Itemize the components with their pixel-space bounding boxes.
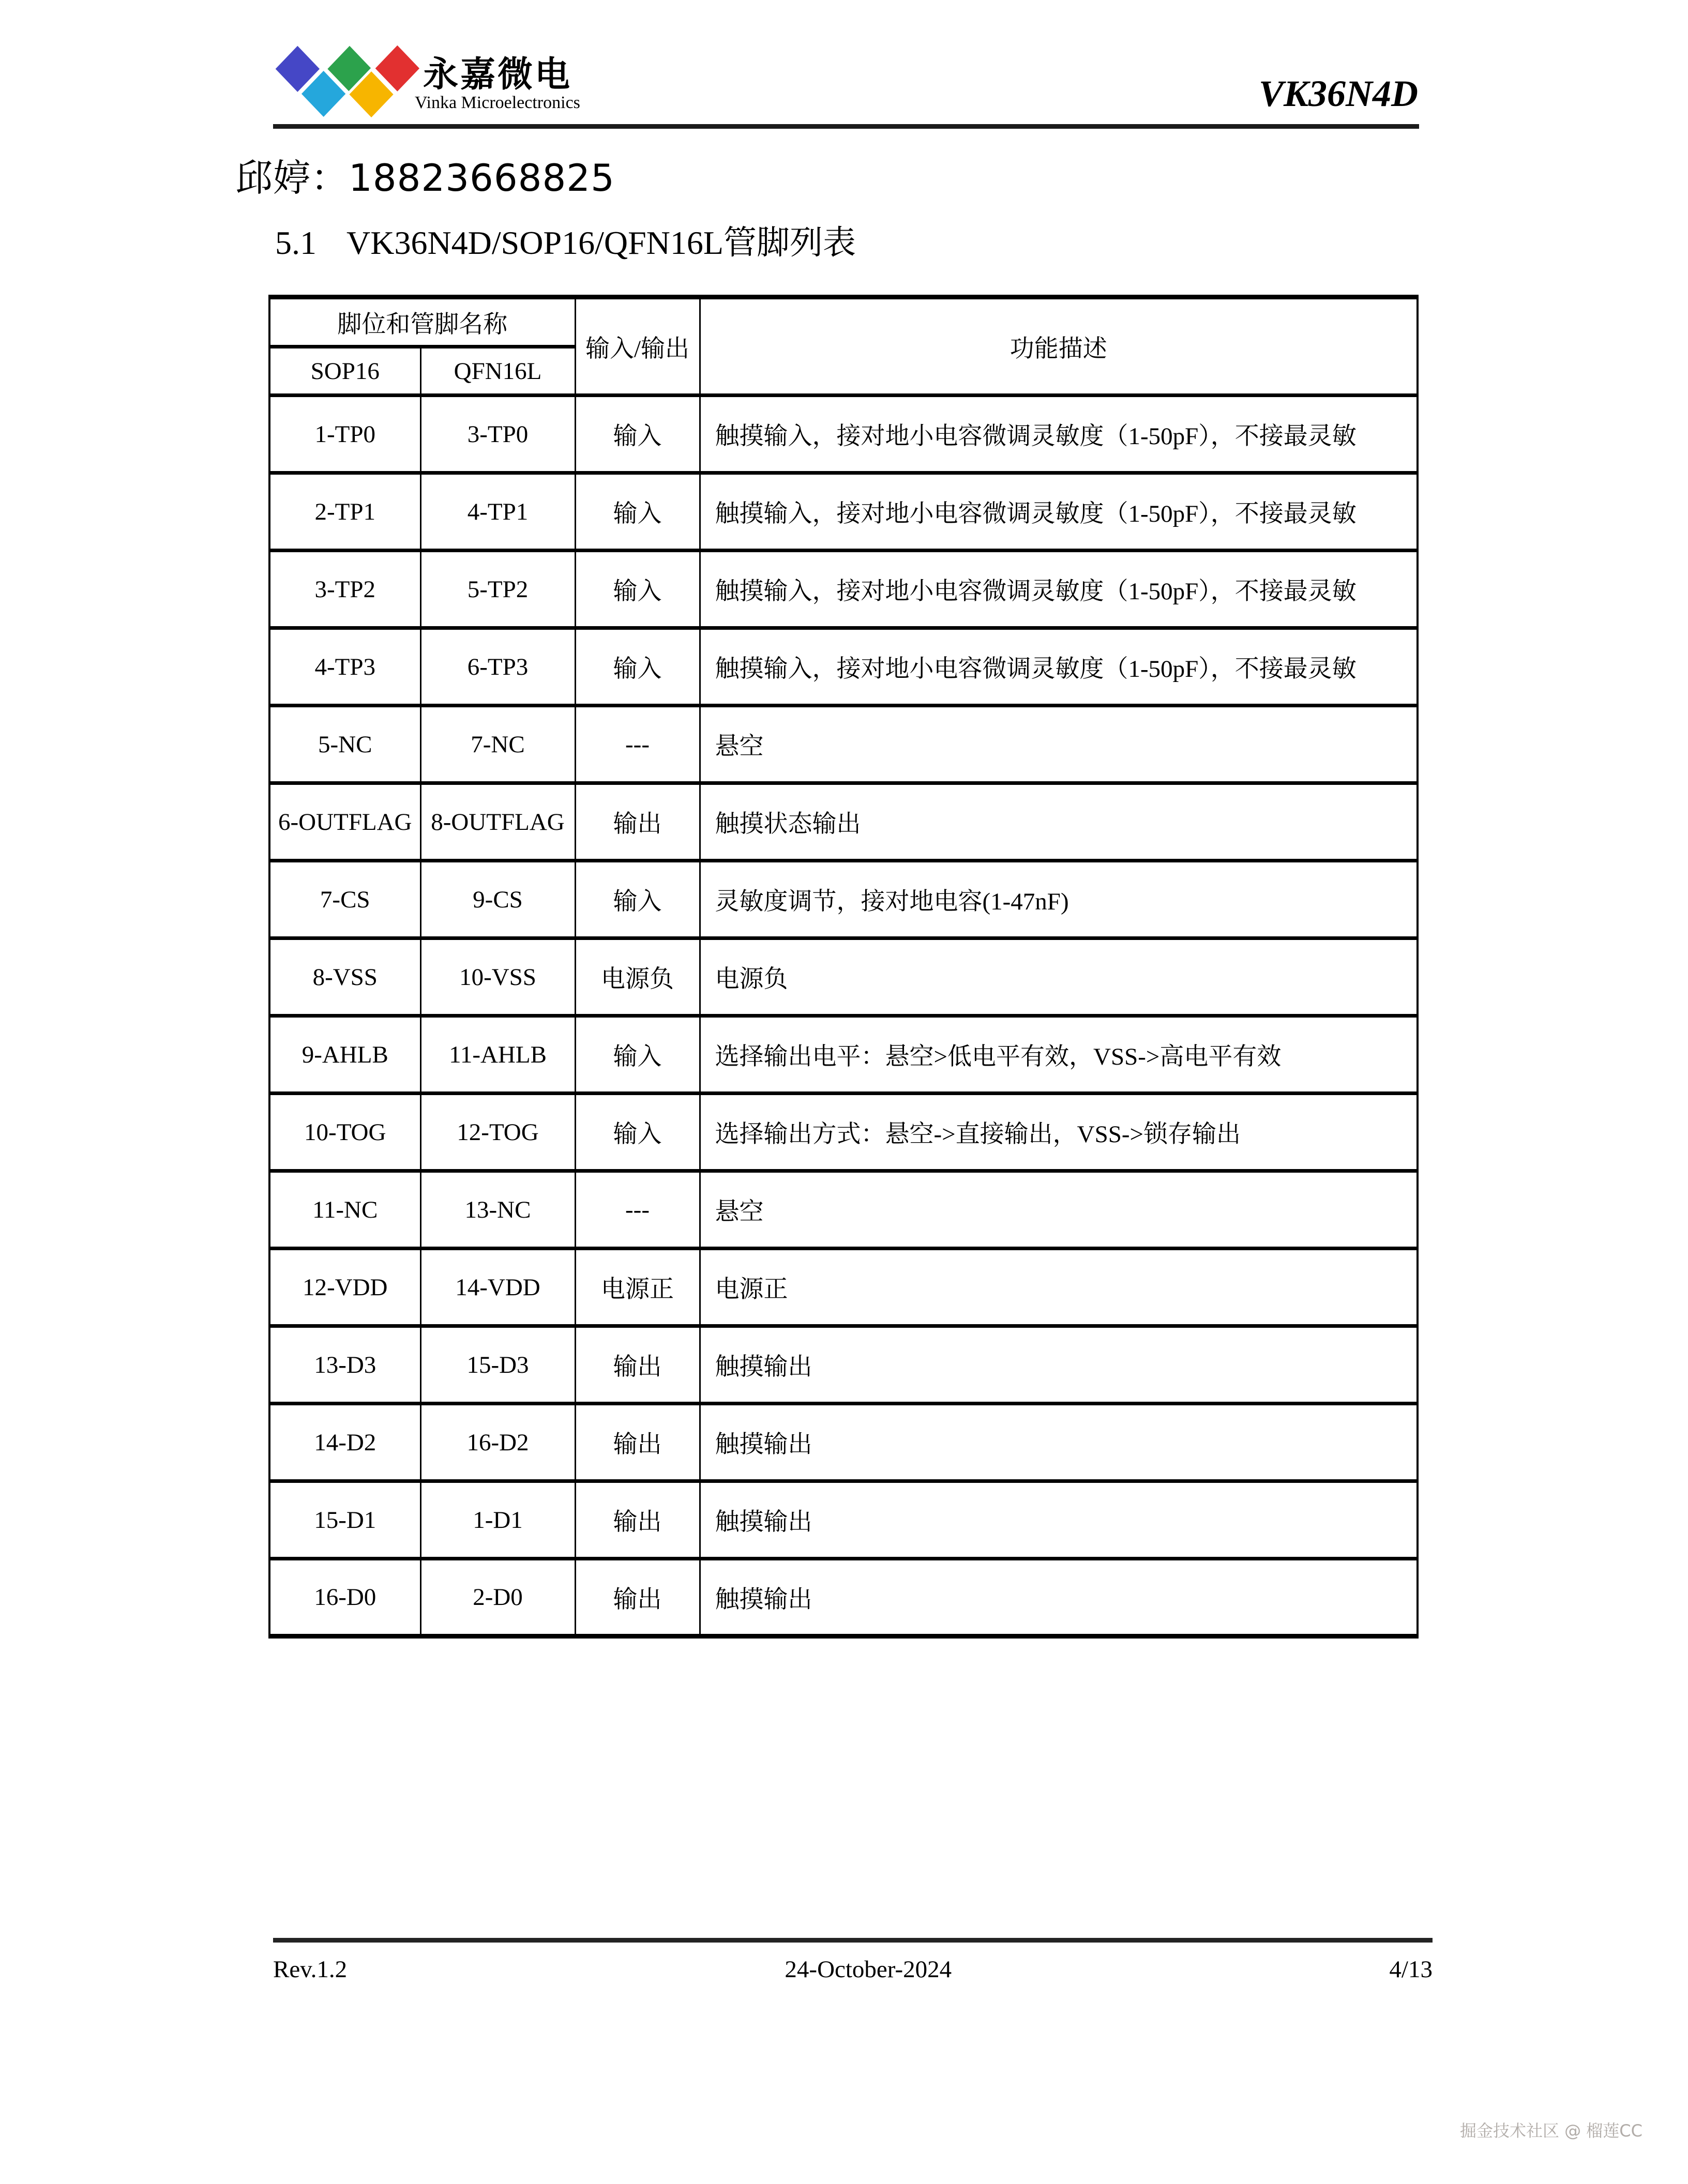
sop16-cell: 1-TP0 <box>269 396 420 473</box>
io-cell: 输入 <box>575 1094 700 1171</box>
pin-group-header: 脚位和管脚名称 <box>269 297 575 347</box>
pin-row-16 <box>269 1559 1418 1636</box>
desc-cell: 触摸输入，接对地小电容微调灵敏度（1-50pF），不接最灵敏 <box>700 551 1418 628</box>
sop16-cell: 4-TP3 <box>269 628 420 706</box>
io-cell: 输出 <box>575 1404 700 1481</box>
doc-title: VK36N4D <box>1258 73 1418 114</box>
desc-cell: 触摸输出 <box>700 1404 1418 1481</box>
sop16-cell: 2-TP1 <box>269 473 420 551</box>
pin-row-6 <box>269 783 1418 861</box>
pin-row-5 <box>269 706 1418 783</box>
desc-cell: 触摸输入，接对地小电容微调灵敏度（1-50pF），不接最灵敏 <box>700 473 1418 551</box>
sop16-cell: 13-D3 <box>269 1326 420 1404</box>
sop16-cell: 14-D2 <box>269 1404 420 1481</box>
pin-row-8 <box>269 938 1418 1016</box>
desc-cell: 触摸输出 <box>700 1481 1418 1559</box>
desc-header: 功能描述 <box>700 297 1418 396</box>
sop16-cell: 8-VSS <box>269 938 420 1016</box>
qfn16l-cell: 14-VDD <box>420 1249 575 1326</box>
pin-row-10 <box>269 1094 1418 1171</box>
desc-cell: 悬空 <box>700 706 1418 783</box>
io-cell: 输出 <box>575 1481 700 1559</box>
io-cell: 输入 <box>575 861 700 938</box>
footer-rule <box>273 1938 1433 1943</box>
pin-row-7 <box>269 861 1418 938</box>
desc-cell: 选择输出方式：悬空->直接输出，VSS->锁存输出 <box>700 1094 1418 1171</box>
io-cell: --- <box>575 706 700 783</box>
pin-row-12 <box>269 1249 1418 1326</box>
watermark: 掘金技术社区 @ 榴莲CC <box>1459 2121 1642 2141</box>
footer-revision: Rev.1.2 <box>273 1956 348 1983</box>
company-name-cn: 永嘉微电 <box>423 54 572 95</box>
qfn16l-cell: 13-NC <box>420 1171 575 1249</box>
sop16-header: SOP16 <box>269 347 420 396</box>
pin-row-3 <box>269 551 1418 628</box>
io-cell: 电源负 <box>575 938 700 1016</box>
header-rule <box>273 124 1419 129</box>
footer-page-number: 4/13 <box>1389 1956 1433 1983</box>
table-header-row-1 <box>269 297 1418 347</box>
qfn16l-cell: 4-TP1 <box>420 473 575 551</box>
qfn16l-cell: 2-D0 <box>420 1559 575 1636</box>
section-heading <box>275 216 856 264</box>
pin-row-9 <box>269 1016 1418 1094</box>
qfn16l-cell: 11-AHLB <box>420 1016 575 1094</box>
company-logo <box>273 43 428 123</box>
desc-cell: 触摸输出 <box>700 1559 1418 1636</box>
sop16-cell: 12-VDD <box>269 1249 420 1326</box>
qfn16l-cell: 7-NC <box>420 706 575 783</box>
desc-cell: 触摸输出 <box>700 1326 1418 1404</box>
desc-cell: 电源正 <box>700 1249 1418 1326</box>
desc-cell: 电源负 <box>700 938 1418 1016</box>
qfn16l-cell: 5-TP2 <box>420 551 575 628</box>
sop16-cell: 5-NC <box>269 706 420 783</box>
footer-date: 24-October-2024 <box>785 1956 952 1983</box>
io-cell: 输入 <box>575 628 700 706</box>
io-header: 输入/输出 <box>575 297 700 396</box>
company-name-en: Vinka Microelectronics <box>415 93 580 112</box>
sop16-cell: 15-D1 <box>269 1481 420 1559</box>
pin-row-13 <box>269 1326 1418 1404</box>
io-cell: 电源正 <box>575 1249 700 1326</box>
pin-row-4 <box>269 628 1418 706</box>
desc-cell: 触摸输入，接对地小电容微调灵敏度（1-50pF），不接最灵敏 <box>700 396 1418 473</box>
section-title: VK36N4D/SOP16/QFN16L管脚列表 <box>346 224 856 261</box>
sop16-cell: 10-TOG <box>269 1094 420 1171</box>
qfn16l-cell: 12-TOG <box>420 1094 575 1171</box>
qfn16l-cell: 10-VSS <box>420 938 575 1016</box>
desc-cell: 灵敏度调节，接对地电容(1-47nF) <box>700 861 1418 938</box>
io-cell: 输入 <box>575 1016 700 1094</box>
pin-row-14 <box>269 1404 1418 1481</box>
io-cell: --- <box>575 1171 700 1249</box>
sop16-cell: 7-CS <box>269 861 420 938</box>
qfn16l-cell: 8-OUTFLAG <box>420 783 575 861</box>
desc-cell: 选择输出电平：悬空>低电平有效，VSS->高电平有效 <box>700 1016 1418 1094</box>
pin-row-11 <box>269 1171 1418 1249</box>
qfn16l-cell: 9-CS <box>420 861 575 938</box>
sop16-cell: 16-D0 <box>269 1559 420 1636</box>
qfn16l-cell: 1-D1 <box>420 1481 575 1559</box>
io-cell: 输出 <box>575 1326 700 1404</box>
qfn16l-cell: 15-D3 <box>420 1326 575 1404</box>
io-cell: 输入 <box>575 551 700 628</box>
page-footer <box>273 1955 1433 1983</box>
section-number: 5.1 <box>275 224 317 261</box>
io-cell: 输入 <box>575 473 700 551</box>
desc-cell: 触摸输入，接对地小电容微调灵敏度（1-50pF），不接最灵敏 <box>700 628 1418 706</box>
pin-row-1 <box>269 396 1418 473</box>
sop16-cell: 11-NC <box>269 1171 420 1249</box>
io-cell: 输入 <box>575 396 700 473</box>
sop16-cell: 9-AHLB <box>269 1016 420 1094</box>
pin-row-15 <box>269 1481 1418 1559</box>
qfn16l-header: QFN16L <box>420 347 575 396</box>
pin-row-2 <box>269 473 1418 551</box>
qfn16l-cell: 16-D2 <box>420 1404 575 1481</box>
pin-list-table <box>268 295 1419 1639</box>
qfn16l-cell: 6-TP3 <box>420 628 575 706</box>
qfn16l-cell: 3-TP0 <box>420 396 575 473</box>
contact-line: 邱婷：18823668825 <box>235 156 615 200</box>
desc-cell: 悬空 <box>700 1171 1418 1249</box>
io-cell: 输出 <box>575 1559 700 1636</box>
io-cell: 输出 <box>575 783 700 861</box>
sop16-cell: 3-TP2 <box>269 551 420 628</box>
desc-cell: 触摸状态输出 <box>700 783 1418 861</box>
sop16-cell: 6-OUTFLAG <box>269 783 420 861</box>
